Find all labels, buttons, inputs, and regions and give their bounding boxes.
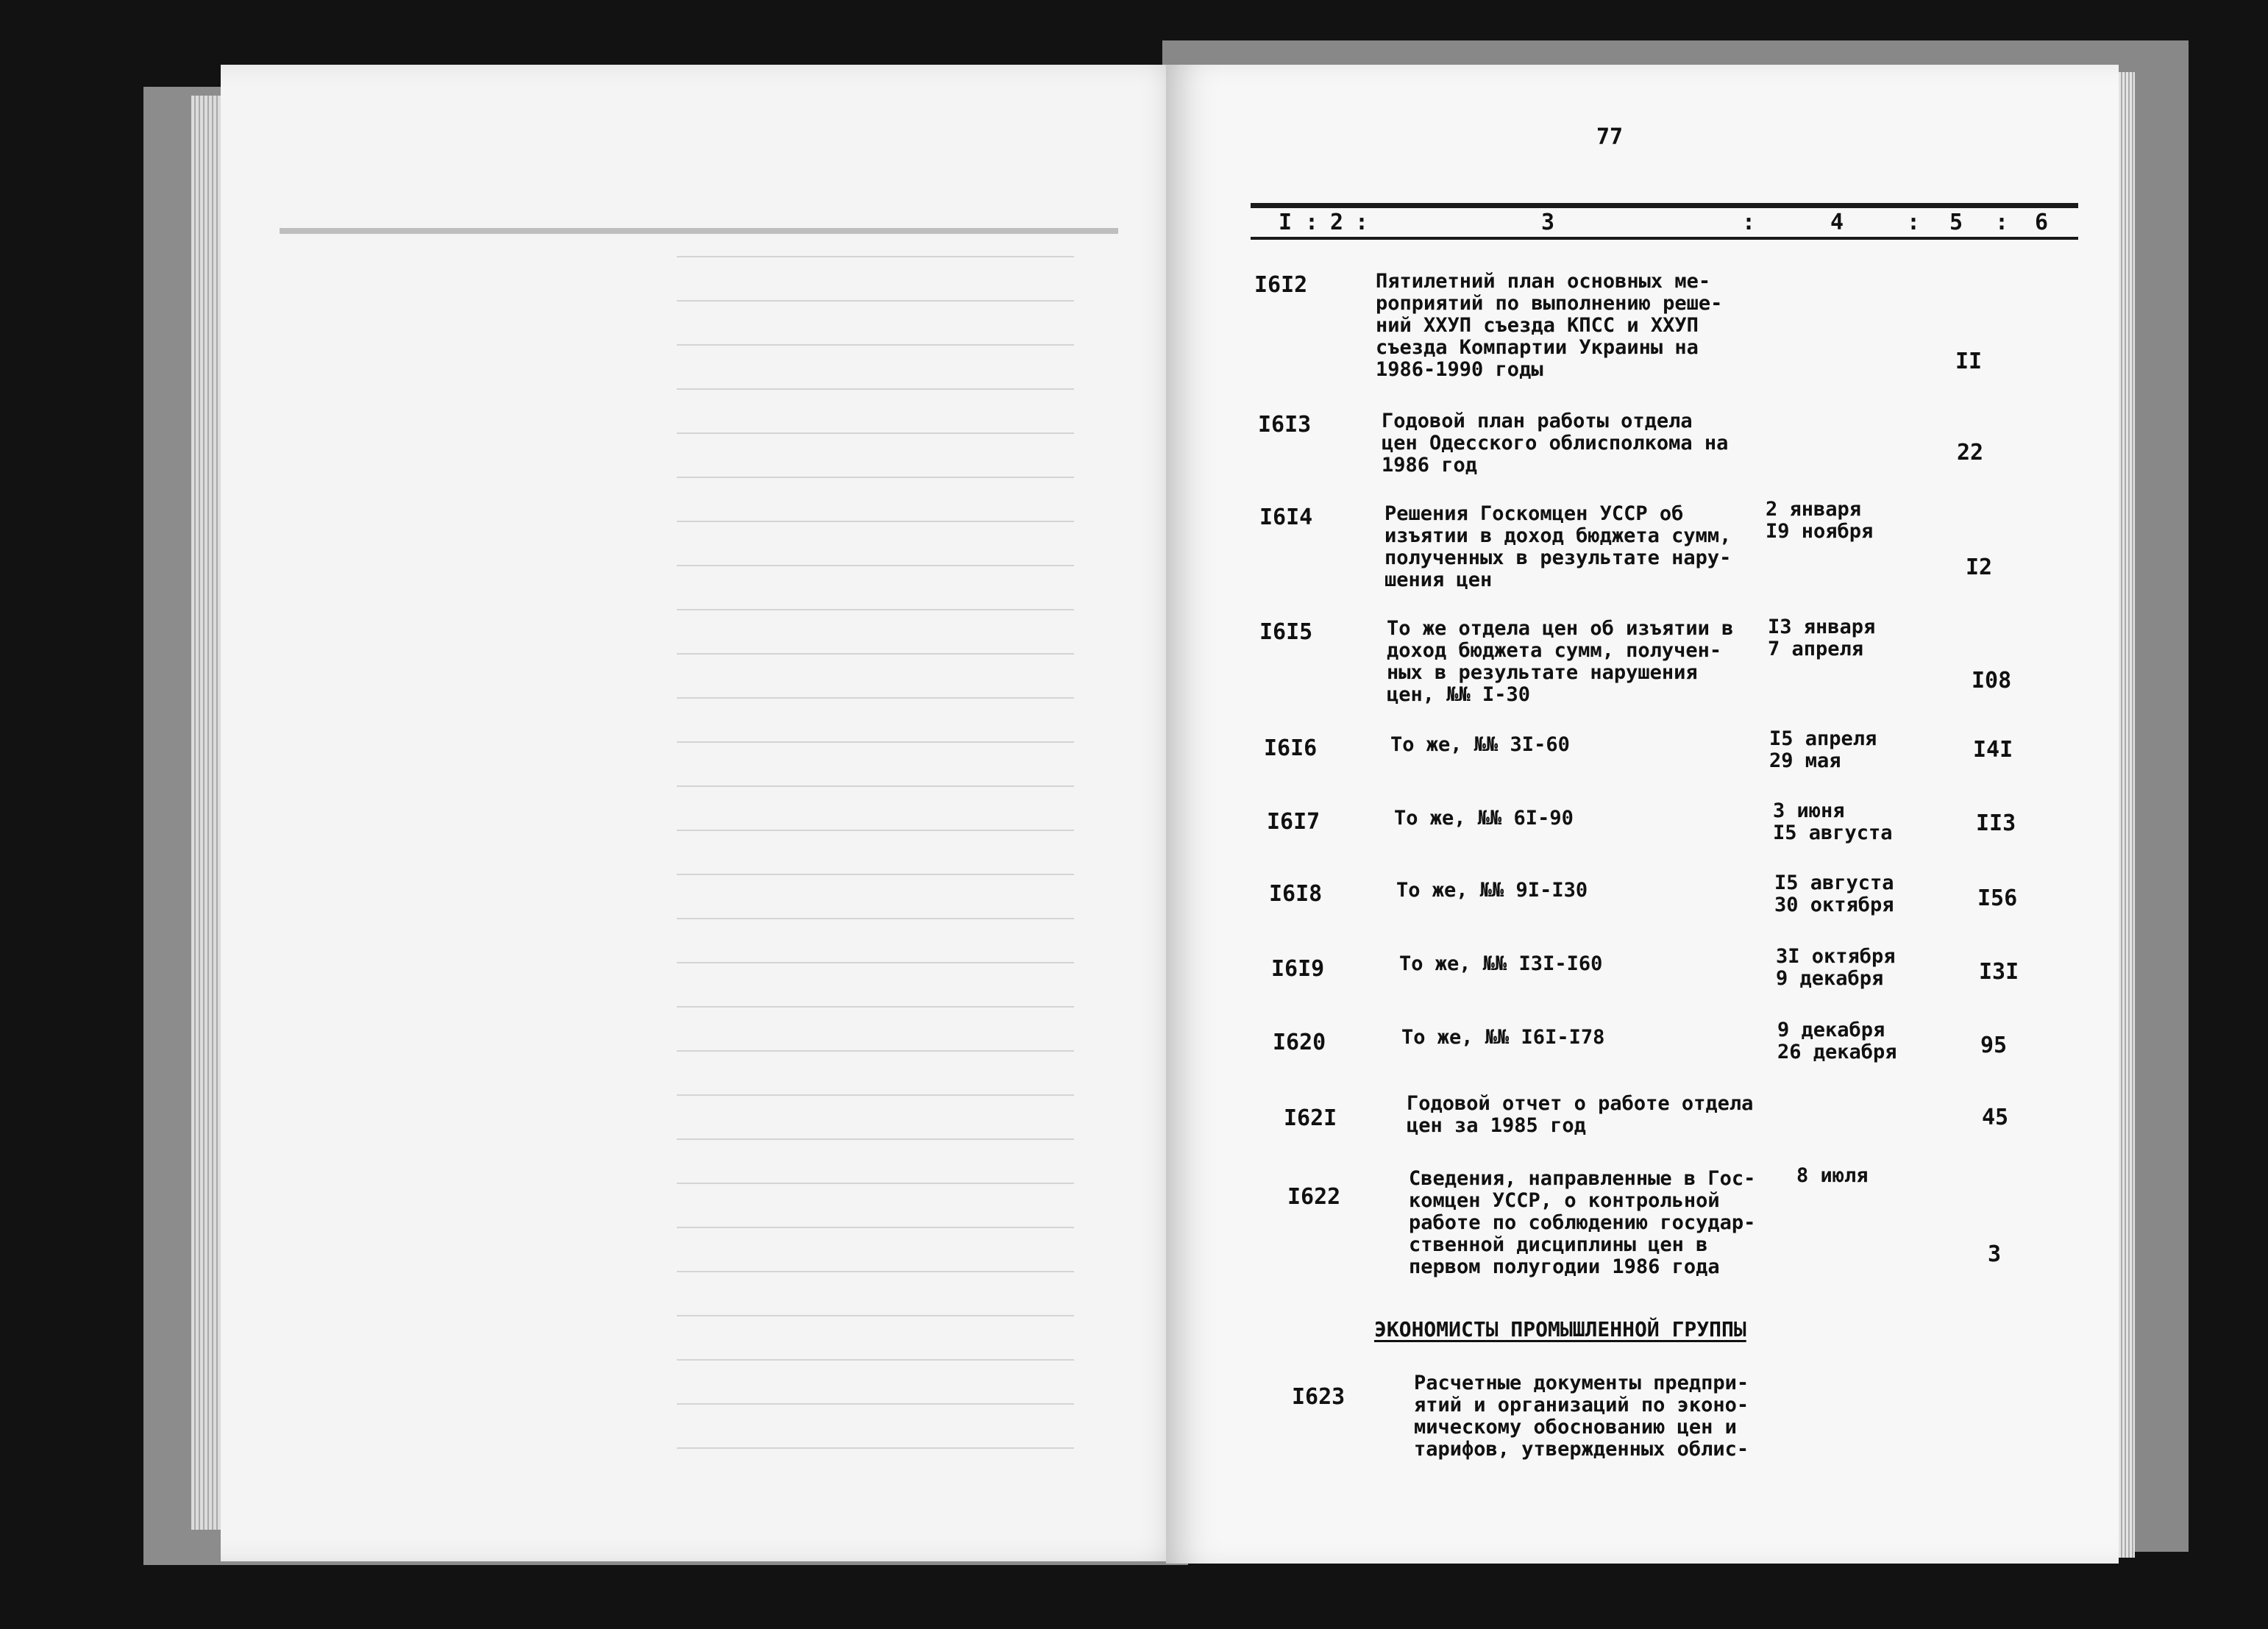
record-number: I622	[1287, 1184, 1341, 1210]
record-number: I620	[1273, 1030, 1326, 1055]
right-page-edges	[2119, 72, 2135, 1558]
header-sep: :	[1355, 210, 1369, 235]
header-col-5: 5	[1949, 210, 1963, 235]
record-sheets: 95	[1980, 1033, 2008, 1058]
header-sep: :	[1907, 210, 1921, 235]
header-col-2: 2	[1330, 210, 1344, 235]
header-sep: :	[1742, 210, 1756, 235]
record-number: I6I3	[1258, 412, 1312, 438]
record-number: I6I4	[1259, 505, 1313, 530]
record-title: Сведения, направленные в Гос- комцен УССР, о контрольной работе по соблюдению государ- ственной дисциплины цен в первом полугодии 1986 года	[1409, 1167, 1756, 1278]
header-rule-top	[1251, 203, 2078, 208]
record-dates: 3I октября 9 декабря	[1776, 945, 1896, 990]
record-sheets: I08	[1972, 668, 2012, 694]
header-col-3: 3	[1541, 210, 1555, 235]
header-rule-bottom	[1251, 237, 2078, 240]
record-sheets: 22	[1957, 440, 1984, 466]
record-sheets: I3I	[1979, 959, 2019, 985]
record-number: I6I7	[1267, 809, 1320, 835]
record-sheets: I56	[1977, 885, 2018, 911]
record-sheets: I2	[1966, 555, 1993, 580]
record-title: Расчетные документы предпри- ятий и организаций по эконо- мическому обоснованию цен и тарифов, утвержденных облис-	[1414, 1372, 1749, 1461]
record-title: То же, №№ 9I-I30	[1396, 879, 1588, 902]
record-number: I6I2	[1254, 272, 1308, 298]
left-page-edges	[191, 96, 221, 1530]
record-number: I623	[1292, 1384, 1345, 1410]
record-dates: 8 июля	[1796, 1164, 1869, 1187]
record-number: I6I5	[1259, 619, 1313, 645]
record-sheets: 3	[1988, 1241, 2002, 1267]
page-number: 77	[1596, 124, 1624, 150]
record-title: То же отдела цен об изъятии в доход бюджета сумм, получен- ных в результате нарушения цен, №№ I-30	[1387, 617, 1734, 706]
record-sheets: II	[1955, 349, 1983, 374]
record-dates: I5 апреля 29 мая	[1769, 727, 1877, 772]
record-sheets: I4I	[1973, 737, 2013, 763]
record-title: Годовой отчет о работе отдела цен за 1985 год	[1407, 1092, 1754, 1137]
record-title: Годовой план работы отдела цен Одесского облисполкома на 1986 год	[1382, 410, 1729, 477]
record-title: Пятилетний план основных ме- роприятий по выполнению реше- ний XXУП съезда КПСС и XXУП съезда Компартии Украины на 1986-1990 годы	[1376, 270, 1723, 381]
record-dates: 9 декабря 26 декабря	[1777, 1019, 1897, 1063]
record-number: I62I	[1284, 1105, 1337, 1131]
record-sheets: 45	[1982, 1105, 2009, 1130]
record-title: Решения Госкомцен УССР об изъятии в доход бюджета сумм, полученных в результате нару- шения цен	[1384, 502, 1732, 591]
bleed-through-rule	[280, 228, 1118, 234]
record-title: То же, №№ I6I-I78	[1401, 1026, 1605, 1049]
record-title: То же, №№ 6I-90	[1394, 807, 1574, 830]
record-sheets: II3	[1976, 810, 2016, 836]
record-dates: 2 января I9 ноября	[1766, 498, 1874, 543]
record-dates: I3 января 7 апреля	[1768, 616, 1876, 660]
header-col-4: 4	[1830, 210, 1844, 235]
record-title: То же, №№ I3I-I60	[1399, 952, 1603, 975]
header-col-6: 6	[2035, 210, 2049, 235]
record-dates: 3 июня I5 августа	[1773, 799, 1893, 844]
section-heading: ЭКОНОМИСТЫ ПРОМЫШЛЕННОЙ ГРУППЫ	[1374, 1317, 1746, 1341]
record-number: I6I8	[1269, 881, 1323, 907]
record-number: I6I9	[1271, 956, 1325, 982]
header-col-1: I	[1279, 210, 1293, 235]
record-dates: I5 августа 30 октября	[1774, 871, 1894, 916]
header-sep: :	[1305, 210, 1319, 235]
record-number: I6I6	[1264, 735, 1318, 761]
header-sep: :	[1995, 210, 2009, 235]
record-title: То же, №№ 3I-60	[1390, 733, 1570, 756]
